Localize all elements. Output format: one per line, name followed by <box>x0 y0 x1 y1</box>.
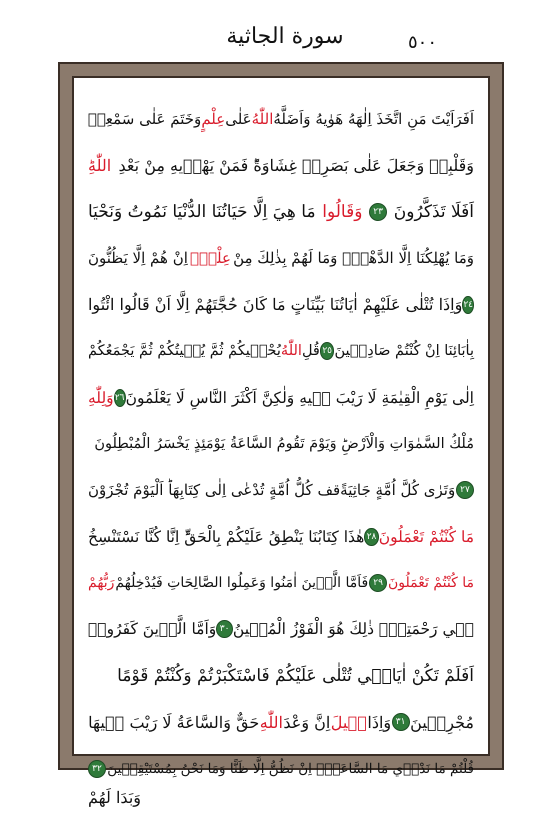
text-line <box>88 514 474 560</box>
text-segment: وَاِذَا تُتْلٰى عَلَيْهِمْ اٰيَاتُنَا بَيِّنَاتٍ مَا كَانَ حُجَّتَهُمْ اِلَّا اَنْ قَالُوا ائْتُوا <box>87 295 463 315</box>
text-line <box>88 653 474 699</box>
text-segment: وَقَلْبِهٖ وَجَعَلَ عَلٰى بَصَرِهٖ غِشَاوَةًؕ فَمَنْ يَهْدٖيهِ مِنْ بَعْدِ <box>118 156 474 176</box>
highlighted-word: عِلْمٍۚ <box>190 249 231 268</box>
verse-marker: ٢٨ <box>364 528 378 546</box>
highlighted-word: مَا كُنْتُمْ تَعْمَلُونَ <box>388 575 474 592</box>
quran-text <box>87 96 474 777</box>
verse-marker: ٢٩ <box>369 574 387 592</box>
text-segment: فَاَمَّا الَّذٖينَ اٰمَنُوا وَعَمِلُوا الصَّالِحَاتِ فَيُدْخِلُهُمْ <box>115 575 369 592</box>
text-segment: وَاِذَا <box>367 712 392 732</box>
text-segment: هٰذَا كِتَابُنَا يَنْطِقُ عَلَيْكُمْ بِالْحَقِّؕ اِنَّا كُنَّا نَسْتَنْسِخُ <box>88 527 365 546</box>
text-line <box>88 235 474 281</box>
verse-marker: ٢٦ <box>114 389 126 407</box>
text-segment: وَتَرٰى كُلَّ اُمَّةٍ جَاثِيَةًقف كُلُّ اُمَّةٍ تُدْعٰى اِلٰى كِتَابِهَاؕ اَلْيَوْمَ تُجْزَوْنَ <box>88 481 456 500</box>
text-line <box>88 699 474 745</box>
catchword: وَبَدَا لَهُمْ <box>88 788 142 807</box>
surah-title: سورة الجاثية <box>226 24 344 49</box>
verse-marker: ٢٣ <box>369 203 387 221</box>
text-segment: مُلْكُ السَّمٰوَاتِ وَالْاَرْضِؕ وَيَوْمَ تَقُومُ السَّاعَةُ يَوْمَئِذٍ يَخْسَرُ الْمُبْطِلُونَ <box>94 435 474 452</box>
text-segment: قُلِ <box>301 343 320 360</box>
text-segment: وَخَتَمَ عَلٰى سَمْعِهٖ <box>87 110 202 129</box>
highlighted-word: اللّٰهُ <box>251 110 274 129</box>
highlighted-word: وَقَالُوا <box>322 201 363 222</box>
text-segment: اَفَلَا تَذَكَّرُونَ <box>393 201 474 222</box>
text-segment: حَقٌّ وَالسَّاعَةُ لَا رَيْبَ فٖيهَا <box>88 712 260 732</box>
text-segment: بِاٰبَائِنَا اِنْ كُنْتُمْ صَادِقٖينَ <box>334 343 474 360</box>
text-line <box>88 606 474 652</box>
text-segment: اِنَّ وَعْدَ <box>283 712 331 732</box>
text-line <box>88 421 474 467</box>
text-segment: يُحْيٖيكُمْ ثُمَّ يُمٖيتُكُمْ ثُمَّ يَجْمَعُكُمْ <box>88 343 281 360</box>
text-segment: قُلْتُمْ مَا نَدْرٖي مَا السَّاعَةُۙ اِنْ نَظُنُّ اِلَّا ظَنًّا وَمَا نَحْنُ بِمُسْتَيْقِنٖينَ <box>107 760 474 777</box>
page-number: ٥٠٠ <box>408 32 438 53</box>
text-line <box>88 328 474 374</box>
text-segment: اَفَرَاَيْتَ مَنِ اتَّخَذَ اِلٰهَهُ هَوٰيهُ وَاَضَلَّهُ <box>273 110 474 129</box>
text-segment: فٖي رَحْمَتِهٖؕ ذٰلِكَ هُوَ الْفَوْزُ الْمُبٖينُ <box>232 620 474 639</box>
text-line <box>88 745 474 791</box>
text-line <box>88 467 474 513</box>
text-line <box>88 560 474 606</box>
verse-marker: ٢٥ <box>320 342 335 360</box>
text-line <box>88 189 474 235</box>
page-header <box>0 0 550 60</box>
highlighted-word: مَا كُنْتُمْ تَعْمَلُونَ <box>378 527 474 546</box>
verse-marker: ٢٧ <box>456 481 474 499</box>
text-segment: اِلٰى يَوْمِ الْقِيٰمَةِ لَا رَيْبَ فٖيهِ وَلٰكِنَّ اَكْثَرَ النَّاسِ لَا يَعْلَمُونَ <box>125 388 474 407</box>
text-line <box>88 282 474 328</box>
highlighted-word: اللّٰهِؕ <box>88 156 112 176</box>
verse-marker: ٢٤ <box>462 296 474 314</box>
verse-marker: ٣٢ <box>88 760 106 778</box>
text-segment: اِنْ هُمْ اِلَّا يَظُنُّونَ <box>88 249 188 268</box>
highlighted-word: اللّٰهِ <box>259 712 283 732</box>
highlighted-word: رَبُّهُمْ <box>88 575 115 592</box>
text-panel <box>72 76 490 777</box>
highlighted-word: قٖيلَ <box>330 712 367 732</box>
text-segment: عَلٰى <box>225 110 252 129</box>
text-segment: مُجْرِمٖينَ <box>410 712 474 732</box>
text-segment: اَفَلَمْ تَكُنْ اٰيَاتٖي تُتْلٰى عَلَيْكُمْ فَاسْتَكْبَرْتُمْ وَكُنْتُمْ قَوْمًا <box>117 665 474 686</box>
verse-marker: ٣٠ <box>216 620 233 638</box>
ornamental-frame <box>58 62 504 777</box>
text-line <box>88 142 474 188</box>
highlighted-word: عِلْمٍ <box>201 110 226 129</box>
text-line <box>88 96 474 142</box>
highlighted-word: وَلِلّٰهِ <box>88 388 114 407</box>
highlighted-word: اللّٰهُ <box>280 343 302 360</box>
text-segment: وَمَا يُهْلِكُنَا اِلَّا الدَّهْرُۚ وَمَا لَهُمْ بِذٰلِكَ مِنْ <box>233 249 474 268</box>
text-segment: مَا هِيَ اِلَّا حَيَاتُنَا الدُّنْيَا نَمُوتُ وَنَحْيَا <box>88 201 316 222</box>
verse-marker: ٣١ <box>392 713 410 731</box>
text-segment: وَاَمَّا الَّذٖينَ كَفَرُواࣞ <box>88 620 217 639</box>
text-line <box>88 374 474 420</box>
